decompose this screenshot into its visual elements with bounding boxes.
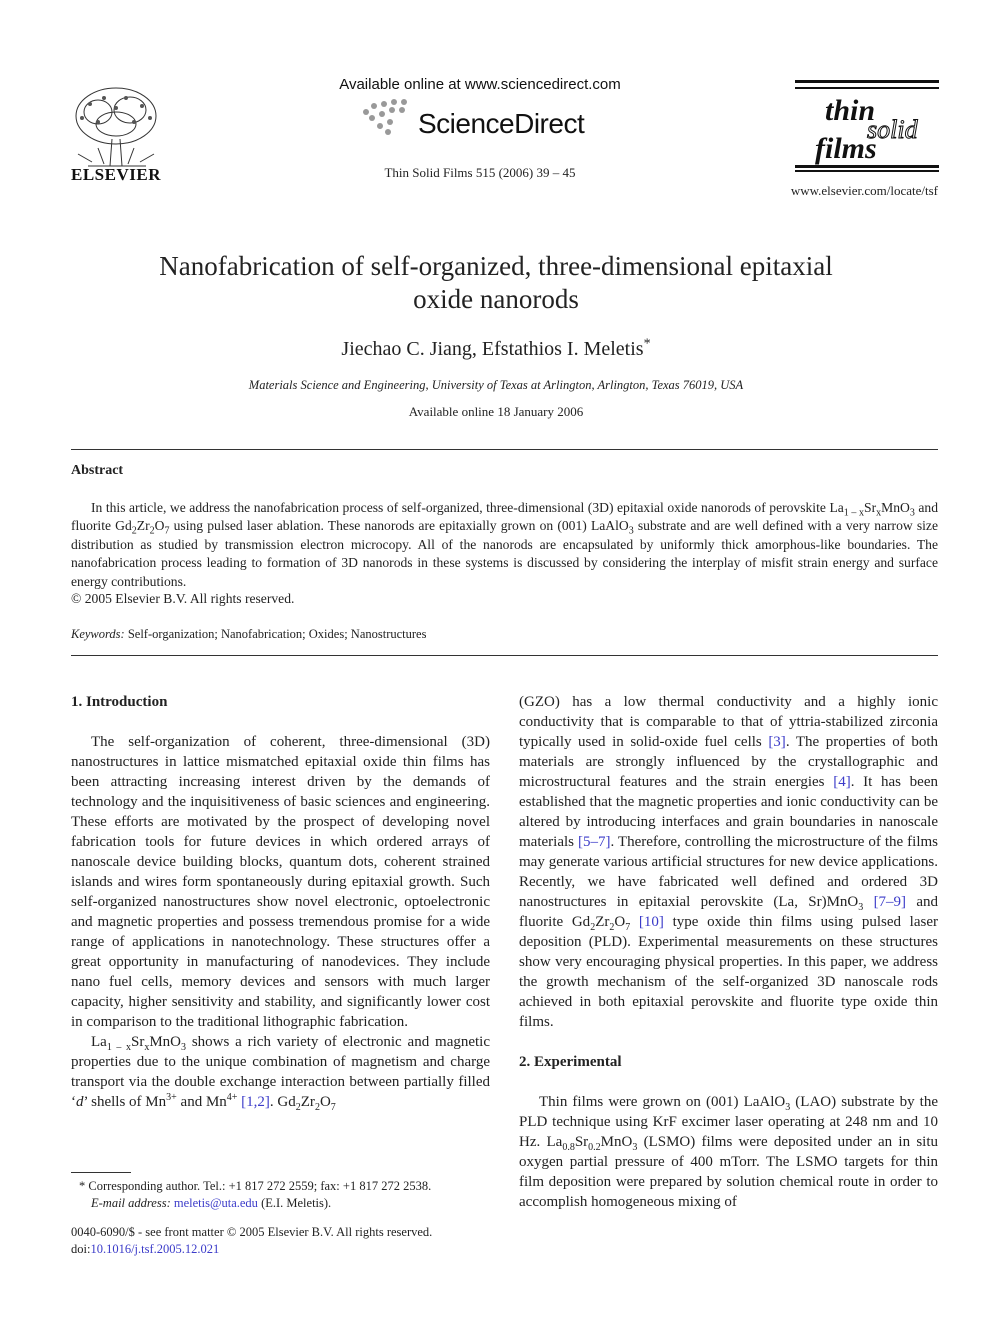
affiliation: Materials Science and Engineering, University of Texas at Arlington, Arlington, Texas 76019, USA [248,378,744,392]
formula-lsmo-doped: $La_{0.8}Sr_{0.2}MnO_3$ [546,1134,638,1153]
issn-line: 0040-6090/$ - see front matter © 2005 Elsevier B.V. All rights reserved. [71,1225,433,1239]
doi-link[interactable]: 10.1016/j.tsf.2005.12.021 [90,1242,220,1256]
corresponding-author-footnote [71,1178,501,1212]
citation-link[interactable]: [1,2] [241,1094,270,1110]
keywords [71,627,426,642]
keywords-label: Keywords: [71,627,125,641]
body-column-right [519,692,938,1212]
footnote-rule [71,1172,131,1173]
intro-heading: 1. Introduction [71,694,168,710]
title-line-2: oxide nanorods [413,284,579,314]
intro-paragraph-1: The self-organization of coherent, three-dimensional (3D) nanostructures in lattice mismatched epitaxial oxide thin films has been attracting increasing interest driven by the demands of technology and the inquisitiveness of basic sciences and engineering. These efforts are motivated by the prospect of developing novel fabrication tools for future devices in which ordered arrays of nanoscale device building blocks, quantum dots, coherent strained islands and wires form spontaneously during epitaxial growth. Such self-organized nanostructures show novel electronic, optoelectronic and magnetic properties and possess tremendous promise for a wide range of applications in nanotechnology. These structures offer a great opportunity in manufacturing of nanodevices. They include nano fuel cells, memory devices and sensors with much larger capacity, higher sensitivity and stability, and significantly lower cost in comparison to the traditional lithographic fabrication. [71,734,490,1030]
citation-link[interactable]: [7–9] [873,894,907,910]
title-line-1: Nanofabrication of self-organized, three-dimensional epitaxial [159,251,833,281]
email-link[interactable]: meletis@uta.edu [173,1196,258,1210]
elsevier-wordmark: ELSEVIER [71,165,161,184]
formula-gzo: $Gd_2Zr_2O_7$ [115,518,170,538]
formula-gzo: $Gd_2Zr_2O_7$ [571,914,631,933]
citation-link[interactable]: [10] [638,914,664,930]
citation-link[interactable]: [4] [833,774,851,790]
formula-lsmo: $La_{1 - x}Sr_xMnO_3$ [829,500,915,519]
author-list [100,338,892,361]
doi-line: doi:10.1016/j.tsf.2005.12.021 [71,1242,220,1256]
email-line: E-mail address: meletis@uta.edu (E.I. Meletis). [91,1196,332,1210]
experimental-heading: 2. Experimental [519,1054,622,1070]
abstract-body [71,499,938,591]
keywords-list: Self-organization; Nanofabrication; Oxides; Nanostructures [127,627,427,641]
thin-solid-films-logo [795,80,939,172]
citation-link[interactable]: [5–7] [577,834,611,850]
experimental-paragraph-1: Thin films were grown on (001) LaAlO$_3$ (LAO) substrate by the PLD technique using KrF excimer laser operating at 248 nm and 10 Hz. $La_{0.8}Sr_{0.2}MnO_3$ (LSMO) films were deposited under an in situ oxygen partial pressure of 400 mTorr. The LSMO targets for thin film deposition were prepared by solution chemical route in order to accomplish homogeneous mixing of [519,1094,938,1210]
issn-block [71,1224,501,1258]
body-column-left [71,692,490,1112]
journal-url[interactable]: www.elsevier.com/locate/tsf [790,183,938,198]
abstract-bottom-rule [71,655,938,656]
formula-gzo: $Gd_2Zr_2O_7$ [277,1094,336,1113]
svg-text:films: films [815,132,877,165]
abstract-paragraph: In this article, we address the nanofabrication process of self-organized, three-dimensional (3D) epitaxial oxide nanorods of perovskite $La_{1 - x}Sr_xMnO_3$ and fluorite $Gd_2Zr_2O_7$ using pulsed laser ablation. These nanorods are epitaxially grown on (001) LaAlO$_3$ substrate and are well defined with a very narrow size distribution as studied by transmission electron microcopy. All of the nanorods are encapsulated by uniformly thick amorphous-like boundaries. The nanofabrication process leading to formation of 3D nanorods in these systems is discussed by considering the interplay of misfit strain energy and surface energy contributions. [71,500,939,589]
available-online-note: Available online at www.sciencedirect.com [339,76,621,93]
sciencedirect-wordmark: ScienceDirect [418,108,585,139]
svg-text:thin: thin [825,94,876,127]
intro-paragraph-2: $La_{1 - x}Sr_xMnO_3$ shows a rich variety of electronic and magnetic properties due to the unique combination of magnetism and charge transport via the double exchange interaction between partially filled ‘d’ shells of $Mn^{3+}$ and $Mn^{4+}$ [1,2]. $Gd_2Zr_2O_7$ [71,1034,491,1113]
svg-text:solid: solid [867,115,918,144]
journal-reference: Thin Solid Films 515 (2006) 39 – 45 [384,165,576,180]
available-date: Available online 18 January 2006 [408,404,584,419]
intro-paragraph-2-continued: (GZO) has a low thermal conductivity and a highly ionic conductivity that is comparable to that of yttria-stabilized zirconia typically used in solid-oxide fuel cells [3]. The properties of both materials are strongly influenced by the crystallographic and microstructural features and the strain energies [4]. It has been established that the magnetic properties and ionic conductivity can be altered by introducing interfaces and grain boundaries in nanoscale materials [5–7]. Therefore, controlling the microstructure of the films may generate various artificial structures for new device applications. Recently, we have fabricated well defined and ordered 3D nanostructures in epitaxial perovskite (La, Sr)MnO$_3$ [7–9] and fluorite $Gd_2Zr_2O_7$ [10] type oxide thin films using pulsed laser deposition (PLD). Experimental measurements on these structures show very encouraging physical properties. In this paper, we address the growth mechanism of the self-organized 3D nanoscale rods achieved in both epitaxial perovskite and fluorite type oxide thin films. [519,694,939,1030]
abstract-top-rule [71,449,938,450]
authors-text: Jiechao C. Jiang, Efstathios I. Meletis [341,338,644,360]
formula-lsmo: $La_{1 - x}Sr_xMnO_3$ [91,1034,186,1053]
article-title [100,250,892,316]
abstract-heading: Abstract [71,463,124,478]
sciencedirect-dots-icon [358,98,418,138]
corresponding-author-line: * Corresponding author. Tel.: +1 817 272 2559; fax: +1 817 272 2538. [79,1179,432,1193]
corresponding-author-mark[interactable]: * [643,336,651,352]
copyright-line: © 2005 Elsevier B.V. All rights reserved. [71,591,295,606]
formula-lao: LaAlO$_3$ [590,518,634,538]
citation-link[interactable]: [3] [768,734,786,750]
